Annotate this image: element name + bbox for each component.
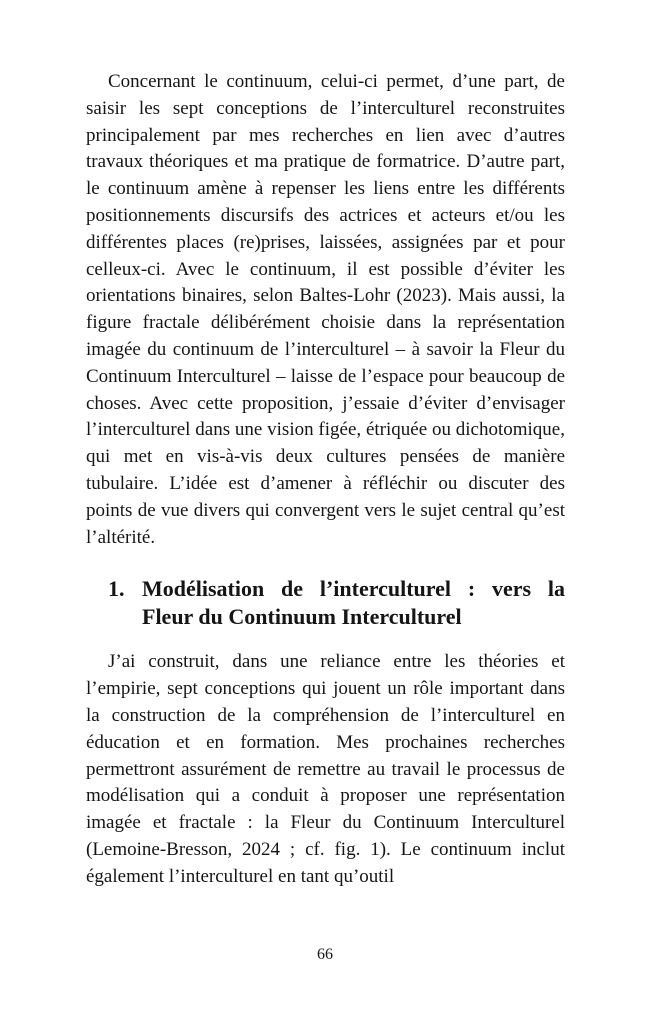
section-heading [86, 575, 565, 631]
section-number: 1. [108, 576, 125, 602]
page-number: 66 [317, 946, 333, 963]
page-content [86, 69, 565, 891]
body-paragraph-1: Concernant le continuum, celui-ci permet, d’une part, de saisir les sept conceptions de l’interculturel reconstruites principalement par mes recherches en lien avec d’autres travaux théoriques et ma pratique de formatrice. D’autre part, le continuum amène à repenser les liens entre les différents positionnements discursifs des actrices et acteurs et/ou les différentes places (re)prises, laissées, assignées par et pour celleux-ci. Avec le continuum, il est possible d’éviter les orientations binaires, selon Baltes-Lohr (2023). Mais aussi, la figure fractale délibérément choisie dans la représentation imagée du continuum de l’interculturel – à savoir la Fleur du Continuum Interculturel – laisse de l’espace pour beaucoup de choses. Avec cette proposition, j’essaie d’éviter d’envisager l’interculturel dans une vision figée, étriquée ou dichotomique, qui met en vis-à-vis deux cultures pensées de manière tubulaire. L’idée est d’amener à réfléchir ou discuter des points de vue divers qui convergent vers le sujet central qu’est l’altérité. [86, 71, 565, 548]
section-title: Modélisation de l’interculturel : vers la Fleur du Continuum Interculturel [142, 576, 565, 630]
body-paragraph-2: J’ai construit, dans une reliance entre les théories et l’empirie, sept conceptions qui jouent un rôle important dans la construction de la compréhension de l’interculturel en éducation et en formation. Mes prochaines recherches permettront assurément de remettre au travail le processus de modélisation qui a conduit à proposer une représentation imagée et fractale : la Fleur du Continuum Interculturel (Lemoine-Bresson, 2024 ; cf. fig. 1). Le continuum inclut également l’interculturel en tant qu’outil [86, 651, 565, 887]
